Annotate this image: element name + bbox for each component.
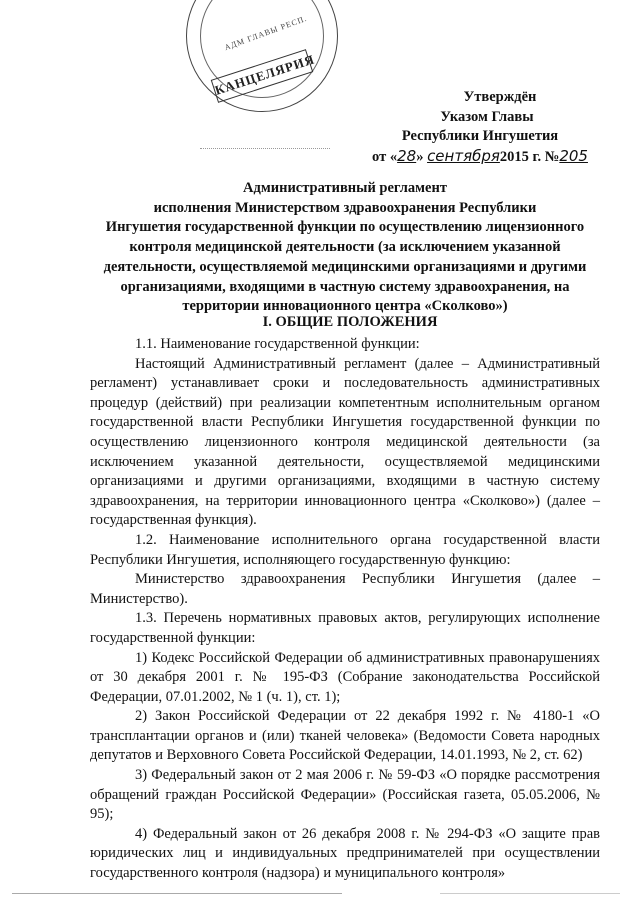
approval-line-approved: Утверждён [463, 89, 537, 105]
date-mid: » [416, 148, 428, 165]
date-year: 2015 г. № [499, 148, 560, 165]
handwritten-number: 205 [559, 146, 588, 165]
approval-block [360, 88, 600, 167]
title-line: исполнения Министерством здравоохранения Республики [153, 199, 537, 216]
handwritten-day: 28 [397, 146, 417, 165]
paragraph: 4) Федеральный закон от 26 декабря 2008 г. № 294-ФЗ «О защите прав юридических лиц и индивидуальных предпринимателей при осуществлении государственного контроля (надзора) и муниципального контроля» [90, 825, 600, 882]
paragraph: 1.2. Наименование исполнительного органа государственной власти Республики Ингушетия, исполняющего государственную функцию: [90, 531, 600, 568]
title-line: деятельности, осуществляемой медицинскими организациями и другими [103, 258, 587, 275]
stamp-box: КАНЦЕЛЯРИЯ [211, 49, 314, 103]
paragraph: Настоящий Административный регламент (далее – Административный регламент) устанавливает сроки и последовательность административных процедур (действий) при реализации компетентным исполнительным органом государственной власти Республики Ингушетия государственной функции по осуществлению лицензионного контроля медицинской деятельности (за исключением указанной деятельности, осуществляемой медицинскими организациями и другими организациями, входящими в частную систему здравоохранения, на территории инновационного центра «Сколково») (далее – государственная функция). [90, 355, 600, 529]
paragraph: 1.3. Перечень нормативных правовых актов, регулирующих исполнение государственной функции: [90, 610, 600, 646]
paragraph: 2) Закон Российской Федерации от 22 декабря 1992 г. № 4180-1 «О трансплантации органов и (или) тканей человека» (Ведомости Совета народных депутатов и Верховного Совета Российской Федерации, 14.01.1993, № 2, ст. 62) [90, 708, 600, 764]
title-line: территории инновационного центра «Сколково») [182, 298, 508, 315]
paragraph: Министерство здравоохранения Республики Ингушетия (далее – Министерство). [90, 571, 600, 607]
document-body [90, 335, 600, 884]
date-prefix: от « [372, 148, 398, 165]
section-heading: I. ОБЩИЕ ПОЛОЖЕНИЯ [262, 314, 438, 330]
approval-line-republic: Республики Ингушетия [401, 128, 559, 144]
document-title [90, 179, 600, 317]
handwritten-month: сентября [427, 146, 500, 165]
stamp-arc-text: АДМ ГЛАВЫ РЕСП. [223, 13, 309, 53]
paragraph: 3) Федеральный закон от 2 мая 2006 г. № 59-ФЗ «О порядке рассмотрения обращений граждан Российской Федерации» (Российская газета, 05.05.2006, № 95); [90, 767, 600, 823]
paragraph: 1.1. Наименование государственной функции: [135, 336, 420, 352]
approval-line-decree: Указом Главы [440, 108, 534, 125]
scan-edge-line [440, 893, 620, 894]
signature-dotted-line [200, 148, 330, 149]
paragraph: 1) Кодекс Российской Федерации об административных правонарушениях от 30 декабря 2001 г. № 195-ФЗ (Собрание законодательства Российской Федерации, 07.01.2002, № 1 (ч. 1), ст. 1); [90, 649, 600, 705]
title-line: Ингушетия государственной функции по осуществлению лицензионного [105, 219, 585, 236]
title-line: организациями, входящими в частную систему здравоохранения, на [120, 278, 570, 295]
scan-edge-line [12, 893, 342, 894]
title-line: контроля медицинской деятельности (за исключением указанной [129, 239, 561, 256]
title-line: Административный регламент [243, 180, 447, 196]
approval-date-line [360, 147, 600, 168]
